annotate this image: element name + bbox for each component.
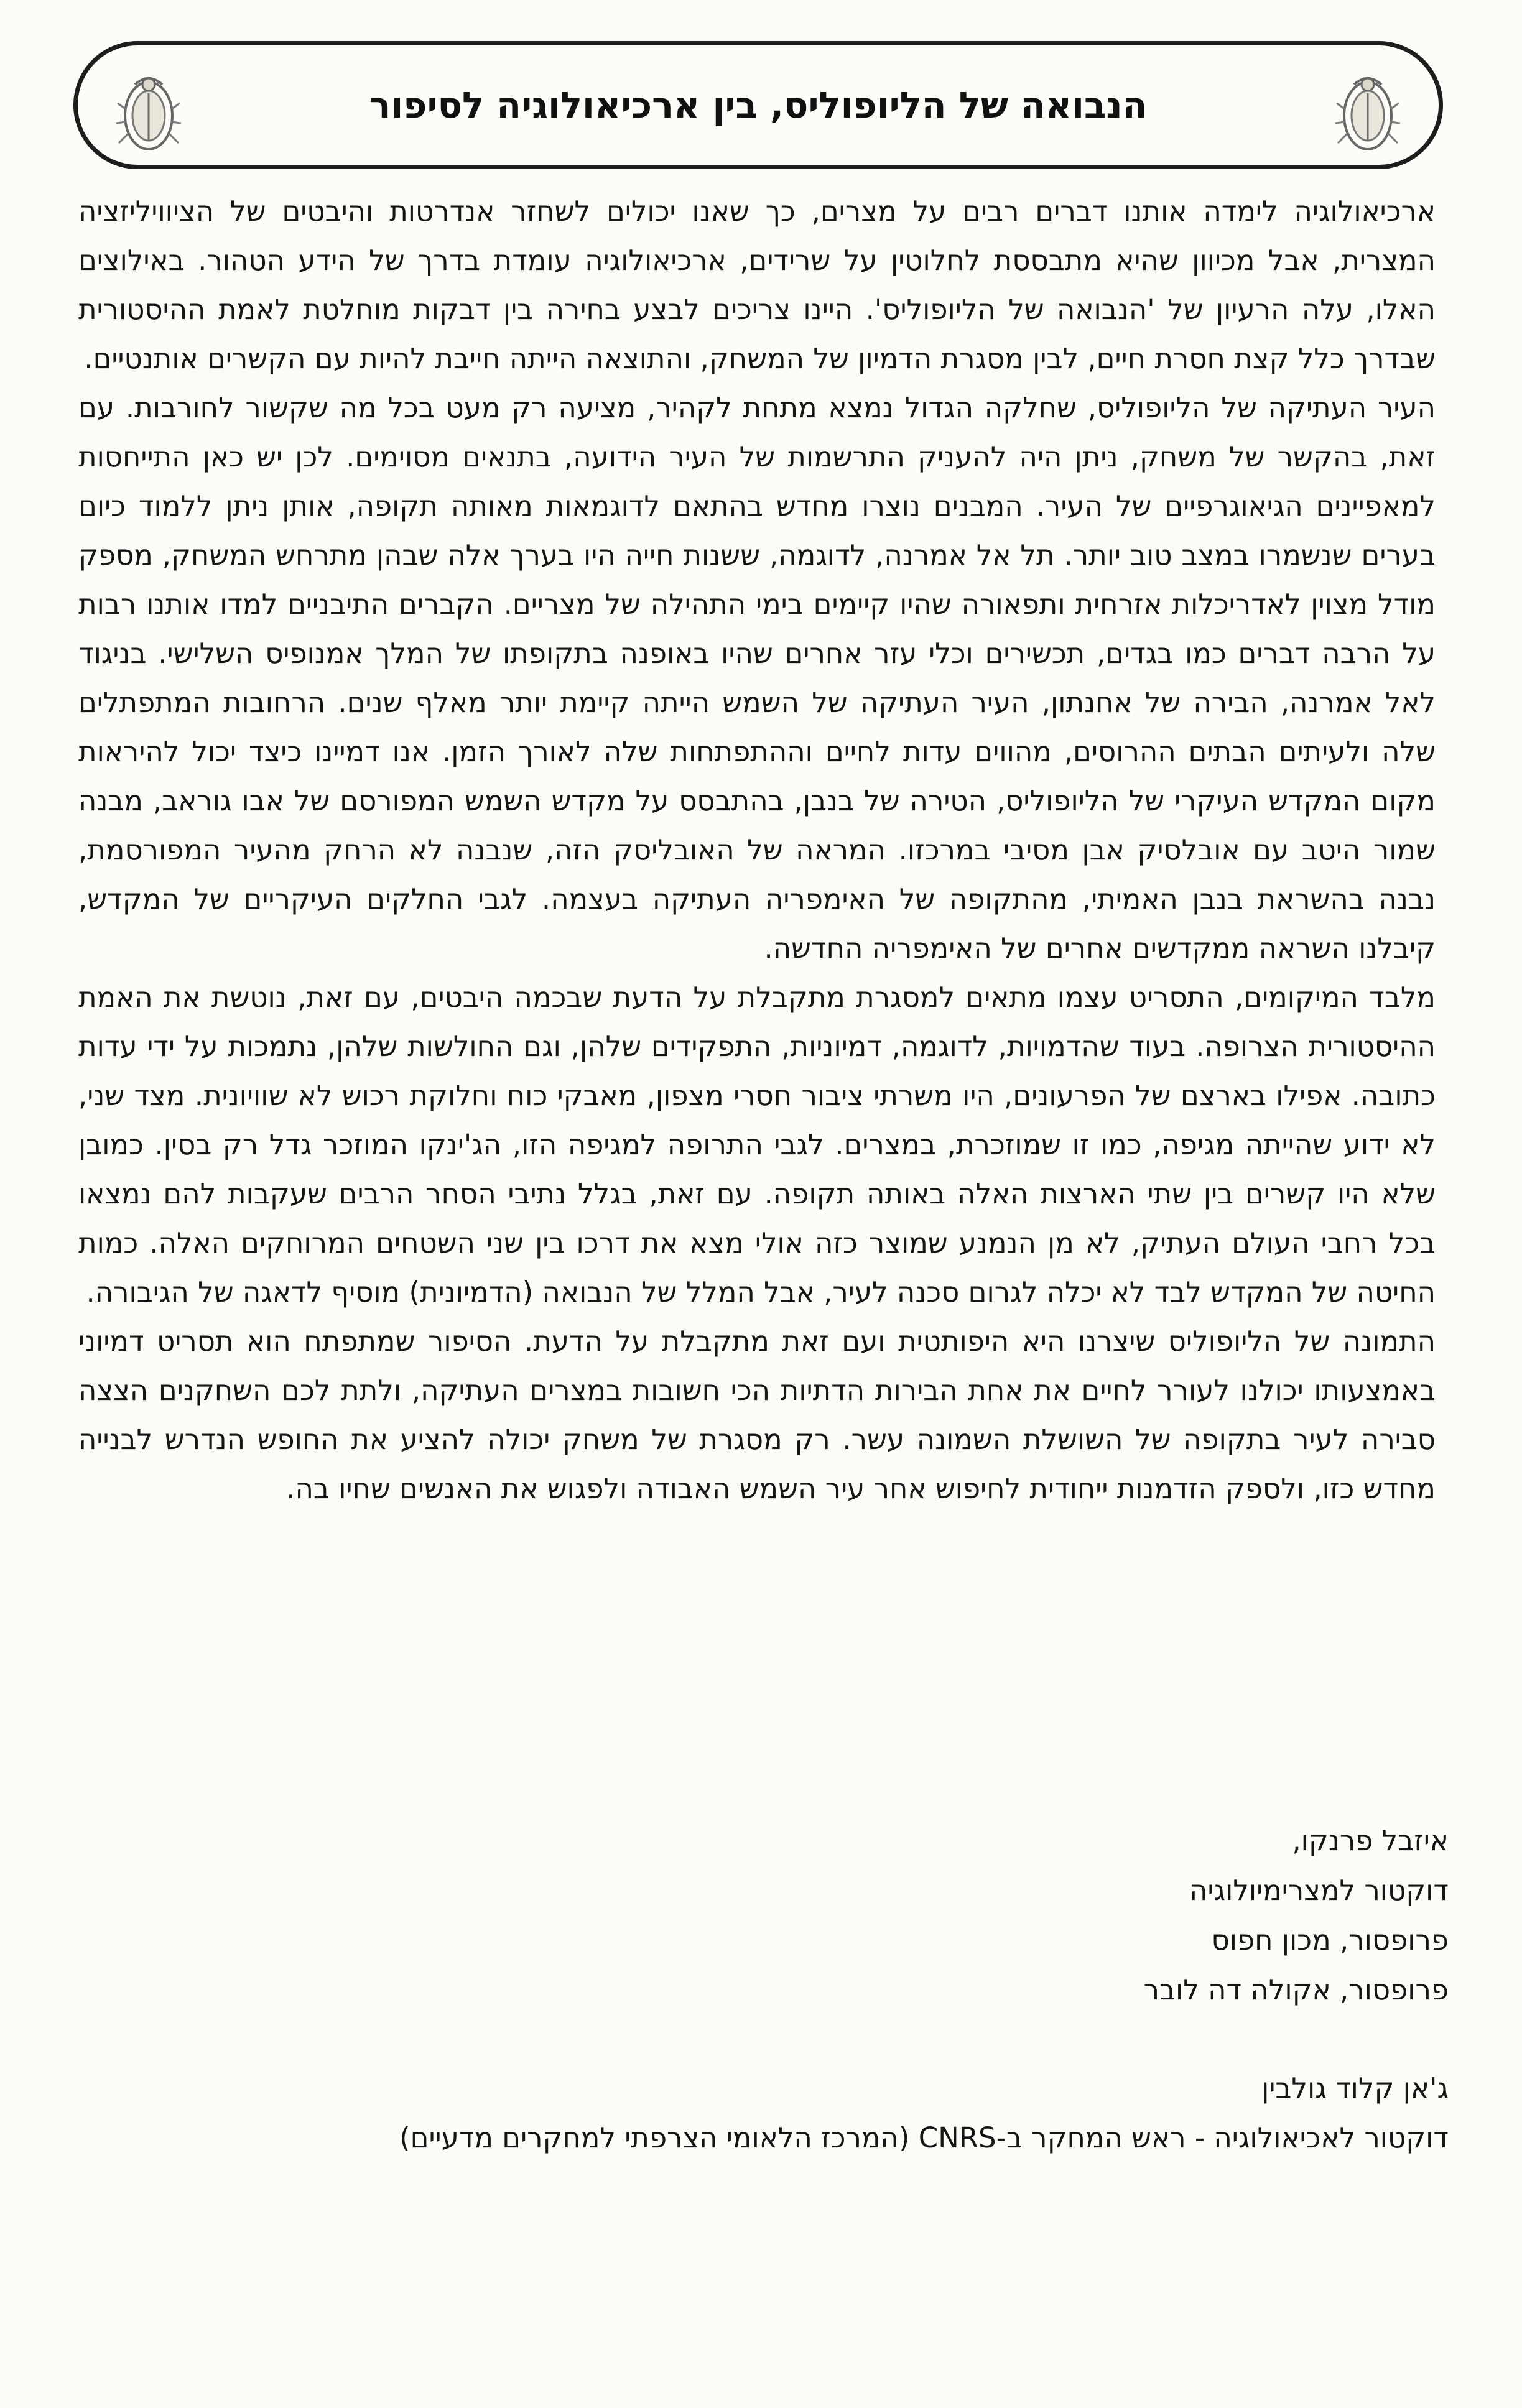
article-body: [78, 187, 1436, 1513]
scarab-amulet-icon: [114, 66, 183, 157]
author-title: דוקטור לאכיאולוגיה - ראש המחקר ב-CNRS (המרכז הלאומי הצרפתי למחקרים מדעיים): [399, 2121, 1449, 2154]
paragraph: העיר העתיקה של הליופוליס, שחלקה הגדול נמצא מתחת לקהיר, מציעה רק מעט בכל מה שקשור לחורבות. עם זאת, בהקשר של משחק, ניתן היה להעניק התרשמות של העיר הידועה, בתנאים מסוימים. לכן יש כאן התייחסות למאפיינים הגיאוגרפיים של העיר. המבנים נוצרו מחדש בהתאם לדוגמאות מאותה תקופה, אותן ניתן ללמוד כיום בערים שנשמרו במצב טוב יותר. תל אל אמרנה, לדוגמה, ששנות חייה היו בערך אלה שבהן מתרחש המשחק, מספק מודל מצוין לאדריכלות אזרחית ותפאורה שהיו קיימים בימי התהילה של מצריים. הקברים התיבניים למדו אותנו רבות על הרבה דברים כמו בגדים, תכשירים וכלי עזר אחרים שהיו באופנה בתקופתו של המלך אמנופיס השלישי. בניגוד לאל אמרנה, הבירה של אחנתון, העיר העתיקה של השמש הייתה קיימת יותר מאלף שנים. הרחובות המתפתלים שלה ולעיתים הבתים ההרוסים, מהווים עדות לחיים וההתפתחות שלה לאורך הזמן. אנו דמיינו כיצד יכול להיראות מקום המקדש העיקרי של הליופוליס, הטירה של בנבן, בהתבסס על מקדש השמש המפורסם של אבו גוראב, מבנה שמור היטב עם אובלסיק אבן מסיבי במרכזו. המראה של האובליסק הזה, שנבנה לא הרחק מהעיר המפורסמת, נבנה בהשראת בנבן האמיתי, מהתקופה של האימפריה העתיקה בעצמה. לגבי החלקים העיקריים של המקדש, קיבלנו השראה ממקדשים אחרים של האימפריה החדשה.: [78, 391, 1436, 965]
paragraph: התמונה של הליופוליס שיצרנו היא היפותטית ועם זאת מתקבלת על הדעת. הסיפור שמתפתח הוא תסריט דמיוני באמצעותו יכולנו לעורר לחיים את אחת הבירות הדתיות הכי חשובות במצרים העתיקה, ולתת לכם השחקנים הצצה סבירה לעיר בתקופה של השושלת השמונה עשר. רק מסגרת של משחק יכולה להציע את החופש הנדרש לבנייה מחדש כזו, ולספק הזדמנות ייחודית לחיפוש אחר עיר השמש האבודה ולפגוש את האנשים שחיו בה.: [78, 1325, 1436, 1505]
signature-block: [80, 2063, 1449, 2163]
author-title: דוקטור למצרימיולוגיה: [1189, 1874, 1449, 1907]
signature-block: [80, 1816, 1449, 2015]
author-title: פרופסור, מכון חפוס: [1211, 1924, 1449, 1956]
author-name: איזבל פרנקו,: [1292, 1824, 1449, 1857]
author-name: ג'אן קלוד גולבין: [1261, 2072, 1449, 2105]
page-title: הנבואה של הליופוליס, בין ארכיאולוגיה לסיפור: [369, 84, 1148, 126]
scarab-amulet-icon: [1333, 66, 1403, 157]
title-banner: [73, 41, 1443, 169]
paragraph: מלבד המיקומים, התסריט עצמו מתאים למסגרת מתקבלת על הדעת שבכמה היבטים, עם זאת, נוטשת את האמת ההיסטורית הצרופה. בעוד שהדמויות, לדוגמה, דמיוניות, התפקידים שלהן, וגם החולשות שלהן, נתמכות על ידי עדות כתובה. אפילו בארצם של הפרעונים, היו משרתי ציבור חסרי מצפון, מאבקי כוח וחלוקת רכוש לא שוויונית. מצד שני, לא ידוע שהייתה מגיפה, כמו זו שמוזכרת, במצרים. לגבי התרופה למגיפה הזו, הג'ינקו המוזכר גדל רק בסין. כמובן שלא היו קשרים בין שתי הארצות האלה באותה תקופה. עם זאת, בגלל נתיבי הסחר הרבים שעקבות להם נמצאו בכל רחבי העולם העתיק, לא מן הנמנע שמוצר כזה אולי מצא את דרכו בין שני השטחים המרוחקים האלה. כמות החיטה של המקדש לבד לא יכלה לגרום סכנה לעיר, אבל המלל של הנבואה (הדמיונית) מוסיף לדאגה של הגיבורה.: [78, 981, 1436, 1308]
paragraph: ארכיאולוגיה לימדה אותנו דברים רבים על מצרים, כך שאנו יכולים לשחזר אנדרטות והיבטים של הציוויליזציה המצרית, אבל מכיוון שהיא מתבססת לחלוטין על שרידים, ארכיאולוגיה עומדת בדרך של הידע הטהור. באילוצים האלו, עלה הרעיון של 'הנבואה של הליופוליס'. היינו צריכים לבצע בחירה בין דבקות מוחלטת לאמת ההיסטורית שבדרך כלל קצת חסרת חיים, לבין מסגרת הדמיון של המשחק, והתוצאה הייתה חייבת להיות עם הקשרים אותנטיים.: [78, 195, 1436, 375]
signatures: [80, 1816, 1449, 2211]
author-title: פרופסור, אקולה דה לובר: [1143, 1973, 1449, 2006]
